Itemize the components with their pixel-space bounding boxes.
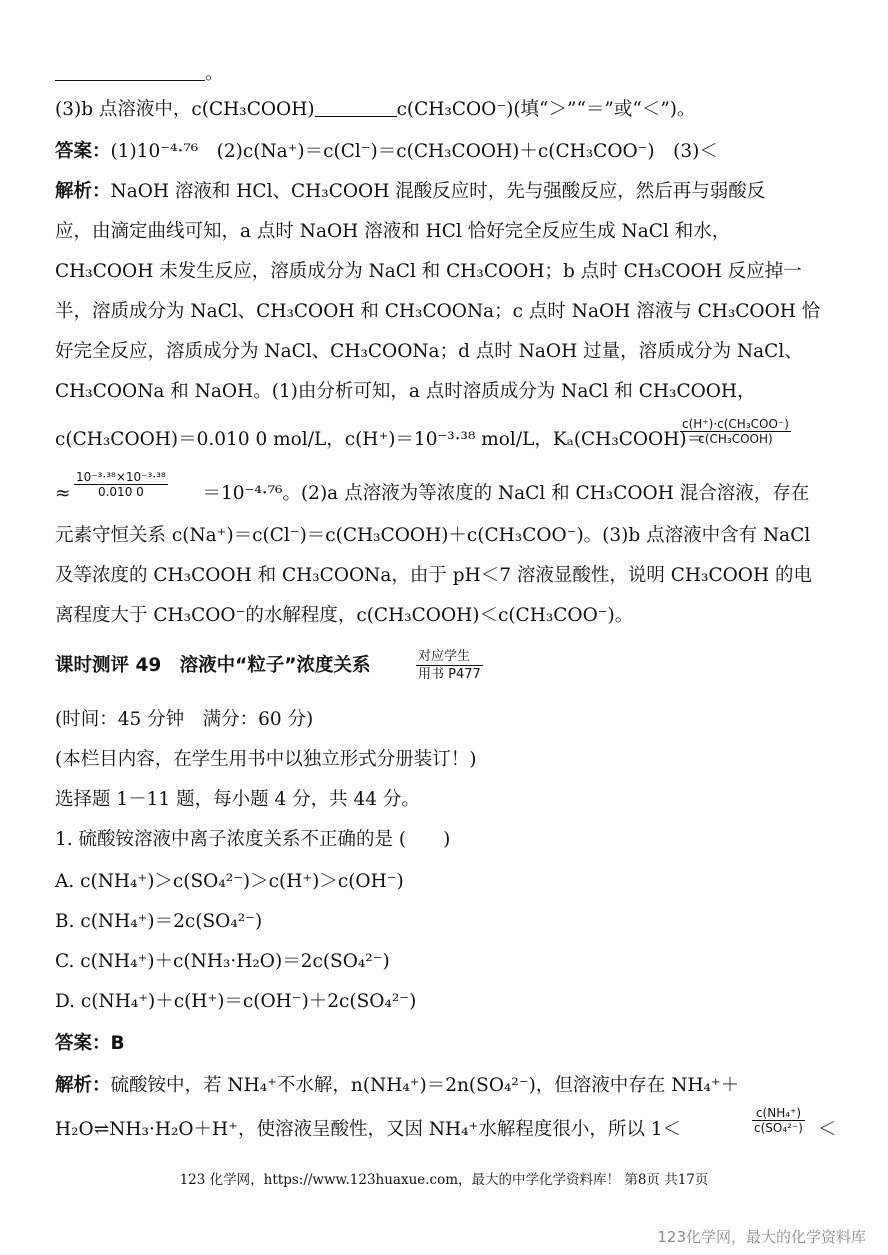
answer-2-line — [55, 1030, 845, 1058]
question-3-line — [55, 96, 845, 124]
analysis-label: 解析： — [55, 181, 111, 202]
analysis-text: 半，溶质成分为 NaCl、CH₃COOH 和 CH₃COONa；c 点时 NaOH 溶液与 CH₃COOH 恰 — [55, 301, 821, 322]
analysis-text: 离程度大于 CH₃COO⁻的水解程度，c(CH₃COOH)＜c(CH₃COO⁻)。 — [55, 605, 634, 626]
answer-value: B — [110, 1033, 125, 1054]
option-c: C. c(NH₄⁺)＋c(NH₃·H₂O)＝2c(SO₄²⁻) — [55, 951, 390, 972]
analysis-text: CH₃COOH 未发生反应，溶质成分为 NaCl 和 CH₃COOH；b 点时 CH₃COOH 反应掉一 — [55, 261, 802, 282]
analysis-text: 及等浓度的 CH₃COOH 和 CH₃COONa，由于 pH＜7 溶液显酸性，说明 CH₃COOH 的电 — [55, 565, 812, 586]
section-title: 课时测评 49 溶液中“粒子”浓度关系 — [55, 655, 371, 676]
answer-1-line — [55, 138, 845, 166]
answer-blank-line — [55, 60, 845, 88]
analysis-line-9 — [55, 522, 845, 550]
analysis-text: 硫酸铵中，若 NH₄⁺不水解，n(NH₄⁺)＝2n(SO₄²⁻)，但溶液中存在 NH₄⁺＋ — [110, 1075, 740, 1096]
analysis-text: NaOH 溶液和 HCl、CH₃COOH 混酸反应时，先与强酸反应，然后再与弱酸反 — [110, 181, 766, 202]
option-d: D. c(NH₄⁺)＋c(H⁺)＝c(OH⁻)＋2c(SO₄²⁻) — [55, 991, 417, 1012]
analysis-line-1 — [55, 178, 845, 206]
question-3-part-b: c(CH₃COO⁻)(填“＞”“＝”或“＜”)。 — [396, 99, 696, 120]
fraction-numerator: 10⁻³·³⁸×10⁻³·³⁸ — [76, 470, 166, 484]
question-1: 1. 硫酸铵溶液中离子浓度关系不正确的是 ( ) — [55, 829, 451, 850]
fraction-denominator: c(CH₃COOH) — [698, 432, 773, 446]
page-footer: 123 化学网，https://www.123huaxue.com，最大的中学化学资料库！ 第8页 共17页 — [179, 1172, 709, 1188]
reference-bottom: 用书 P477 — [418, 667, 481, 682]
choice-info: 选择题 1－11 题，每小题 4 分，共 44 分。 — [55, 789, 420, 810]
ka-fraction — [680, 417, 791, 446]
analysis-label: 解析： — [55, 1075, 111, 1096]
analysis-text: H₂O⇌NH₃·H₂O＋H⁺，使溶液呈酸性，又因 NH₄⁺水解程度很小，所以 1＜ — [55, 1119, 681, 1140]
analysis-line-2 — [55, 218, 845, 246]
time-info: (时间：45 分钟 满分：60 分) — [55, 709, 314, 730]
analysis-text: ＝10⁻⁴·⁷⁶。(2)a 点溶液为等浓度的 NaCl 和 CH₃COOH 混合溶液，存在 — [202, 483, 810, 504]
analysis-line-5 — [55, 338, 845, 366]
analysis-text: c(CH₃COOH)＝0.010 0 mol/L，c(H⁺)＝10⁻³·³⁸ mol/L，Kₐ(CH₃COOH)＝ — [55, 429, 706, 450]
ratio-fraction — [752, 1106, 805, 1135]
fill-blank — [315, 96, 397, 117]
fraction-numerator: c(NH₄⁺) — [752, 1106, 805, 1121]
reference-top: 对应学生 — [416, 648, 483, 666]
approx-symbol: ≈ — [55, 483, 71, 504]
analysis-line-8 — [55, 480, 845, 508]
option-b: B. c(NH₄⁺)＝2c(SO₄²⁻) — [55, 911, 263, 932]
analysis-text: 好完全反应，溶质成分为 NaCl、CH₃COONa；d 点时 NaOH 过量，溶质成分为 NaCl、 — [55, 341, 803, 362]
watermark: 123化学网，最大的化学资料库 — [657, 1228, 866, 1246]
analysis-text: 元素守恒关系 c(Na⁺)＝c(Cl⁻)＝c(CH₃COOH)＋c(CH₃COO⁻)。(3)b 点溶液中含有 NaCl — [55, 525, 811, 546]
fraction-denominator: 0.010 0 — [97, 485, 144, 499]
analysis-line-3 — [55, 258, 845, 286]
analysis-text: 应，由滴定曲线可知，a 点时 NaOH 溶液和 HCl 恰好完全反应生成 NaCl 和水， — [55, 221, 731, 242]
answer-label: 答案： — [55, 1033, 111, 1054]
answer-label: 答案： — [55, 141, 111, 162]
binding-note: (本栏目内容，在学生用书中以独立形式分册装订！) — [55, 749, 477, 770]
fraction-numerator: c(H⁺)·c(CH₃COO⁻) — [682, 417, 789, 431]
analysis-line-4 — [55, 298, 845, 326]
analysis-line-6 — [55, 378, 845, 406]
ratio-tail: ＜ — [818, 1119, 837, 1140]
answer-text: (1)10⁻⁴·⁷⁶ (2)c(Na⁺)＝c(Cl⁻)＝c(CH₃COOH)＋c(CH₃COO⁻) (3)＜ — [110, 141, 718, 162]
question-3-part-a: (3)b 点溶液中，c(CH₃COOH) — [55, 99, 315, 120]
period: 。 — [205, 63, 224, 84]
approx-fraction — [74, 470, 168, 499]
analysis2-line-2 — [55, 1116, 845, 1144]
option-a: A. c(NH₄⁺)＞c(SO₄²⁻)＞c(H⁺)＞c(OH⁻) — [55, 871, 404, 892]
section-reference — [416, 648, 483, 683]
fraction-denominator: c(SO₄²⁻) — [754, 1121, 803, 1135]
analysis2-line-1 — [55, 1072, 845, 1100]
analysis-line-11 — [55, 602, 845, 630]
fill-blank — [55, 60, 205, 81]
analysis-text: CH₃COONa 和 NaOH。(1)由分析可知，a 点时溶质成分为 NaCl 和 CH₃COOH， — [55, 381, 756, 402]
analysis-line-10 — [55, 562, 845, 590]
